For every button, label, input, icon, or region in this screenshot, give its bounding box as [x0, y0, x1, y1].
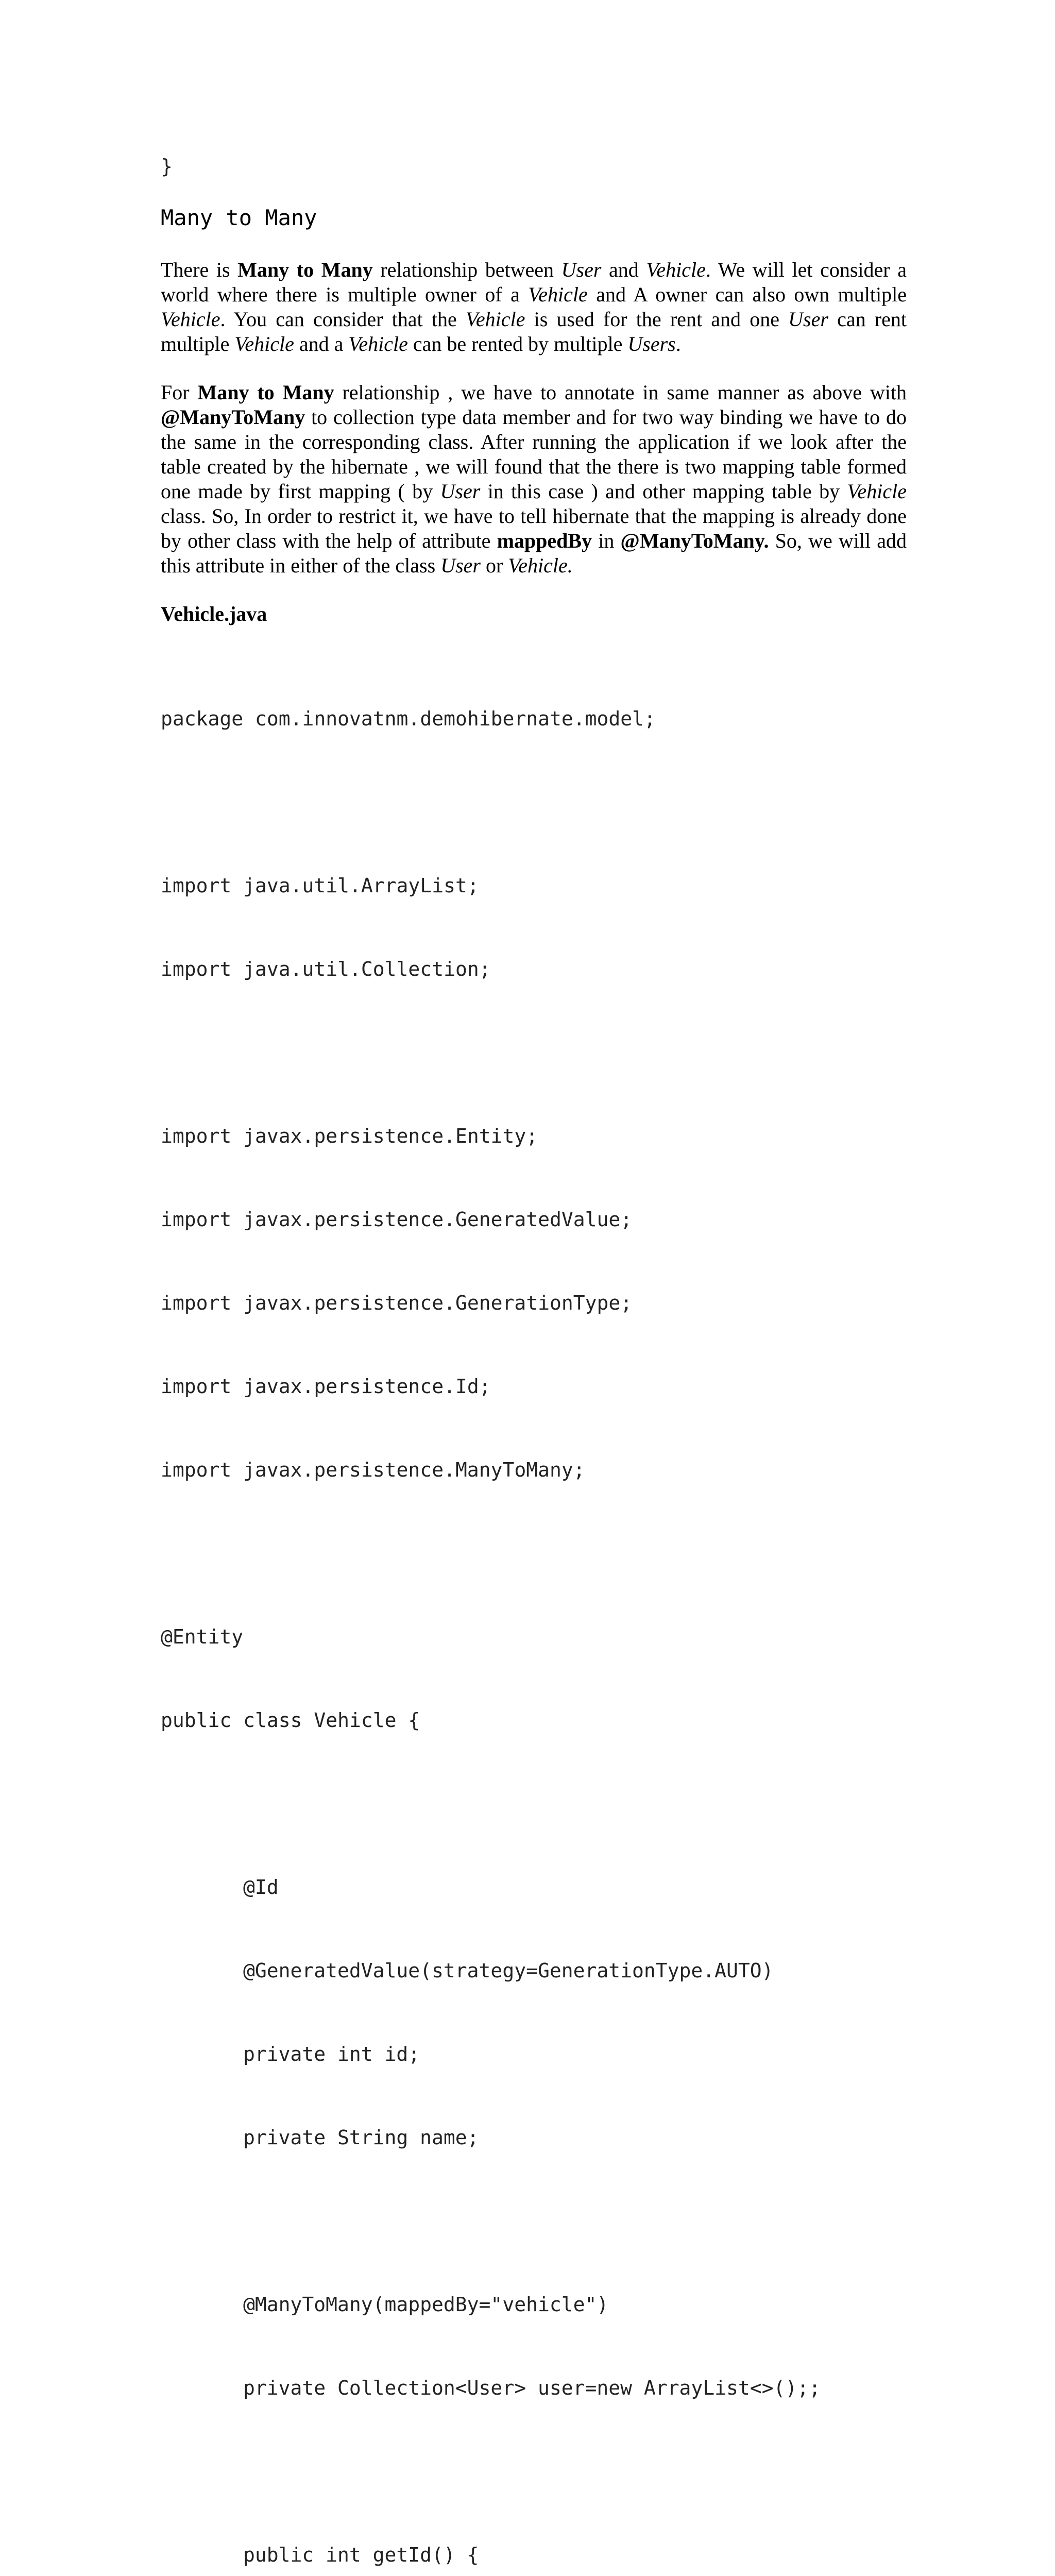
text-run: is used for the rent and one	[525, 308, 789, 331]
code-line: import javax.persistence.Entity;	[161, 1125, 538, 1147]
code-line: private Collection<User> user=new ArrayList<>();;	[243, 2377, 821, 2399]
italic-term: User	[561, 258, 602, 281]
bold-term: Many to Many	[237, 258, 373, 281]
bold-term: mappedBy	[497, 529, 592, 552]
bold-term: @ManyToMany.	[620, 529, 769, 552]
text-run: relationship between	[372, 258, 561, 281]
text-run: in	[592, 529, 621, 552]
code-line: import java.util.Collection;	[161, 958, 491, 980]
code-relation	[161, 2235, 907, 2458]
italic-term: User	[440, 480, 481, 503]
document-page	[161, 152, 907, 2576]
text-run: can rent multiple	[161, 308, 907, 355]
italic-term: Vehicle.	[508, 554, 573, 577]
text-run: can be rented by multiple	[407, 332, 628, 355]
text-run: . We will let consider a world where there is multiple owner of a	[161, 258, 907, 306]
text-run: class. So, In order to restrict it, we have to tell hibernate that the mapping is already done by other class with the help of attribute	[161, 504, 907, 552]
closing-brace: }	[161, 155, 173, 178]
italic-term: Vehicle	[646, 258, 706, 281]
code-line: public int getId() {	[243, 2544, 479, 2566]
bold-term: @ManyToMany	[161, 405, 305, 429]
italic-term: Vehicle	[528, 283, 588, 306]
code-line: package com.innovatnm.demohibernate.model;	[161, 707, 656, 730]
text-run: and a	[294, 332, 349, 355]
code-line: private int id;	[243, 2043, 420, 2065]
text-run: to collection type data member and for two way binding we have to do the same in the corresponding class. After running the application if we look after the table created by the hibernate , we will found that the there is two mapping table formed one made by first mapping ( by	[161, 405, 907, 503]
italic-term: Vehicle	[348, 332, 408, 355]
code-line: public class Vehicle {	[161, 1709, 420, 1732]
code-line: import javax.persistence.Id;	[161, 1375, 491, 1398]
text-run: and	[601, 258, 646, 281]
explanation-paragraph	[161, 380, 907, 578]
italic-term: Users	[627, 332, 676, 355]
italic-term: Vehicle	[161, 308, 220, 331]
intro-paragraph	[161, 258, 907, 357]
code-line: import javax.persistence.ManyToMany;	[161, 1459, 585, 1481]
italic-term: User	[788, 308, 828, 331]
italic-term: Vehicle	[234, 332, 294, 355]
code-line: @Id	[243, 1876, 279, 1899]
code-imports-persistence	[161, 1066, 907, 1539]
code-line: import javax.persistence.GeneratedValue;	[161, 1208, 633, 1231]
code-line: import java.util.ArrayList;	[161, 874, 479, 897]
text-run: . You can consider that the	[220, 308, 466, 331]
code-package	[161, 649, 907, 788]
code-fields	[161, 1818, 907, 2207]
section-heading: Many to Many	[161, 205, 317, 230]
text-run: and A owner can also own multiple	[587, 283, 907, 306]
bold-term: Many to Many	[197, 381, 334, 404]
code-class-header	[161, 1567, 907, 1790]
italic-term: Vehicle	[465, 308, 525, 331]
code-line: private String name;	[243, 2126, 479, 2149]
text-run: So, we will add this attribute in either of the class	[161, 529, 907, 577]
text-run: relationship , we have to annotate in same manner as above with	[334, 381, 907, 404]
text-run: or	[480, 554, 508, 577]
code-method	[161, 2485, 907, 2576]
italic-term: Vehicle	[847, 480, 907, 503]
file-title: Vehicle.java	[161, 602, 267, 625]
text-run: .	[675, 332, 681, 355]
code-line: @GeneratedValue(strategy=GenerationType.AUTO)	[243, 1959, 774, 1982]
italic-term: User	[440, 554, 481, 577]
text-run: in this case ) and other mapping table by	[480, 480, 847, 503]
text-run: For	[161, 381, 198, 404]
code-line: @ManyToMany(mappedBy="vehicle")	[243, 2293, 609, 2316]
code-line: @Entity	[161, 1625, 244, 1648]
text-run: There is	[161, 258, 238, 281]
code-line: import javax.persistence.GenerationType;	[161, 1292, 633, 1314]
code-imports-util	[161, 816, 907, 1039]
